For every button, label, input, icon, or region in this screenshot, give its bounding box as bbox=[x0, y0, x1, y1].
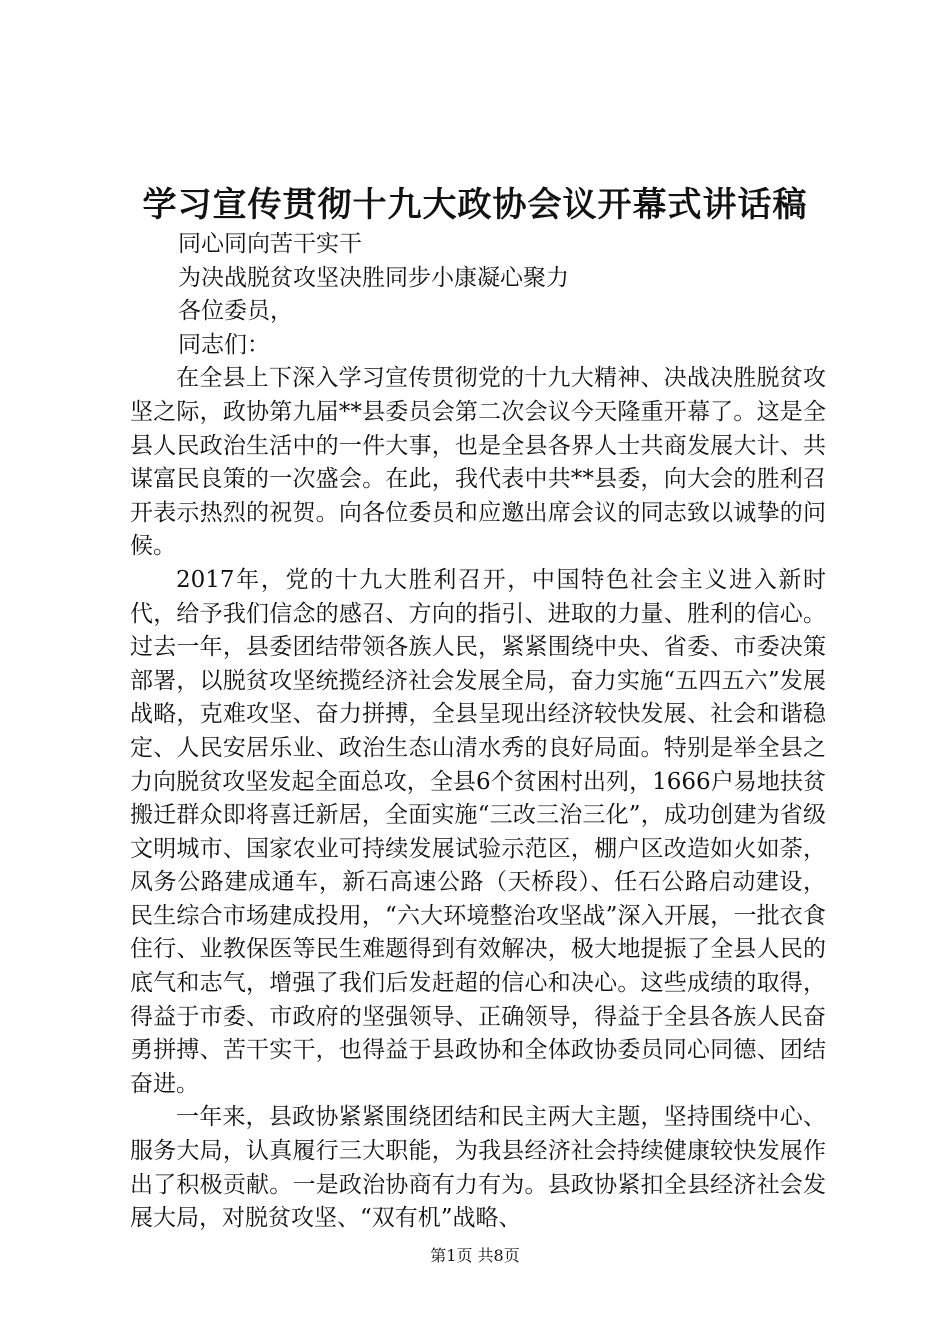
salutation-comrades: 同志们： bbox=[178, 331, 270, 358]
paragraph-2017-review: 2017年，党的十九大胜利召开，中国特色社会主义进入新时代，给予我们信念的感召、方向的指引、进取的力量、胜利的信心。过去一年，县委团结带领各族人民，紧紧围绕中央、省委、市委决策部署，以脱贫攻坚统揽经济社会发展全局，奋力实施“五四五六”发展战略，克难攻坚、奋力拼搏，全县呈现出经济较快发展、社会和谐稳定、人民安居乐业、政治生态山清水秀的良好局面。特别是举全县之力向脱贫攻坚发起全面总攻，全县6个贫困村出列，1666户易地扶贫搬迁群众即将喜迁新居，全面实施“三改三治三化”，成功创建为省级文明城市、国家农业可持续发展试验示范区，棚户区改造如火如荼，凤务公路建成通车，新石高速公路（天桥段）、任石公路启动建设，民生综合市场建成投用，“六大环境整治攻坚战”深入开展，一批衣食住行、业教保医等民生难题得到有效解决，极大地提振了全县人民的底气和志气，增强了我们后发赶超的信心和决心。这些成绩的取得，得益于市委、市政府的坚强领导、正确领导，得益于全县各族人民奋勇拼搏、苦干实干，也得益于县政协和全体政协委员同心同德、团结奋进。 bbox=[130, 566, 826, 1097]
page-number-footer: 第1页 共8页 bbox=[430, 1246, 520, 1265]
subtitle-line-1: 同心同向苦干实干 bbox=[178, 231, 362, 257]
salutation-committee-members: 各位委员， bbox=[178, 298, 293, 325]
subtitle-line-2: 为决战脱贫攻坚决胜同步小康凝心聚力 bbox=[178, 264, 569, 291]
document-title: 学习宣传贯彻十九大政协会议开幕式讲话稿 bbox=[142, 185, 808, 225]
paragraph-cppcc-work: 一年来，县政协紧紧围绕团结和民主两大主题，坚持围绕中心、服务大局，认真履行三大职能，为我县经济社会持续健康较快发展作出了积极贡献。一是政治协商有力有为。县政协紧扣全县经济社会发展大局，对脱贫攻坚、“双有机”战略、 bbox=[130, 1104, 826, 1232]
document-body bbox=[130, 228, 826, 1236]
paragraph-opening: 在全县上下深入学习宣传贯彻党的十九大精神、决战决胜脱贫攻坚之际，政协第九届**县委员会第二次会议今天隆重开幕了。这是全县人民政治生活中的一件大事，也是全县各界人士共商发展大计、共谋富民良策的一次盛会。在此，我代表中共**县委，向大会的胜利召开表示热烈的祝贺。向各位委员和应邀出席会议的同志致以诚挚的问候。 bbox=[130, 365, 826, 560]
